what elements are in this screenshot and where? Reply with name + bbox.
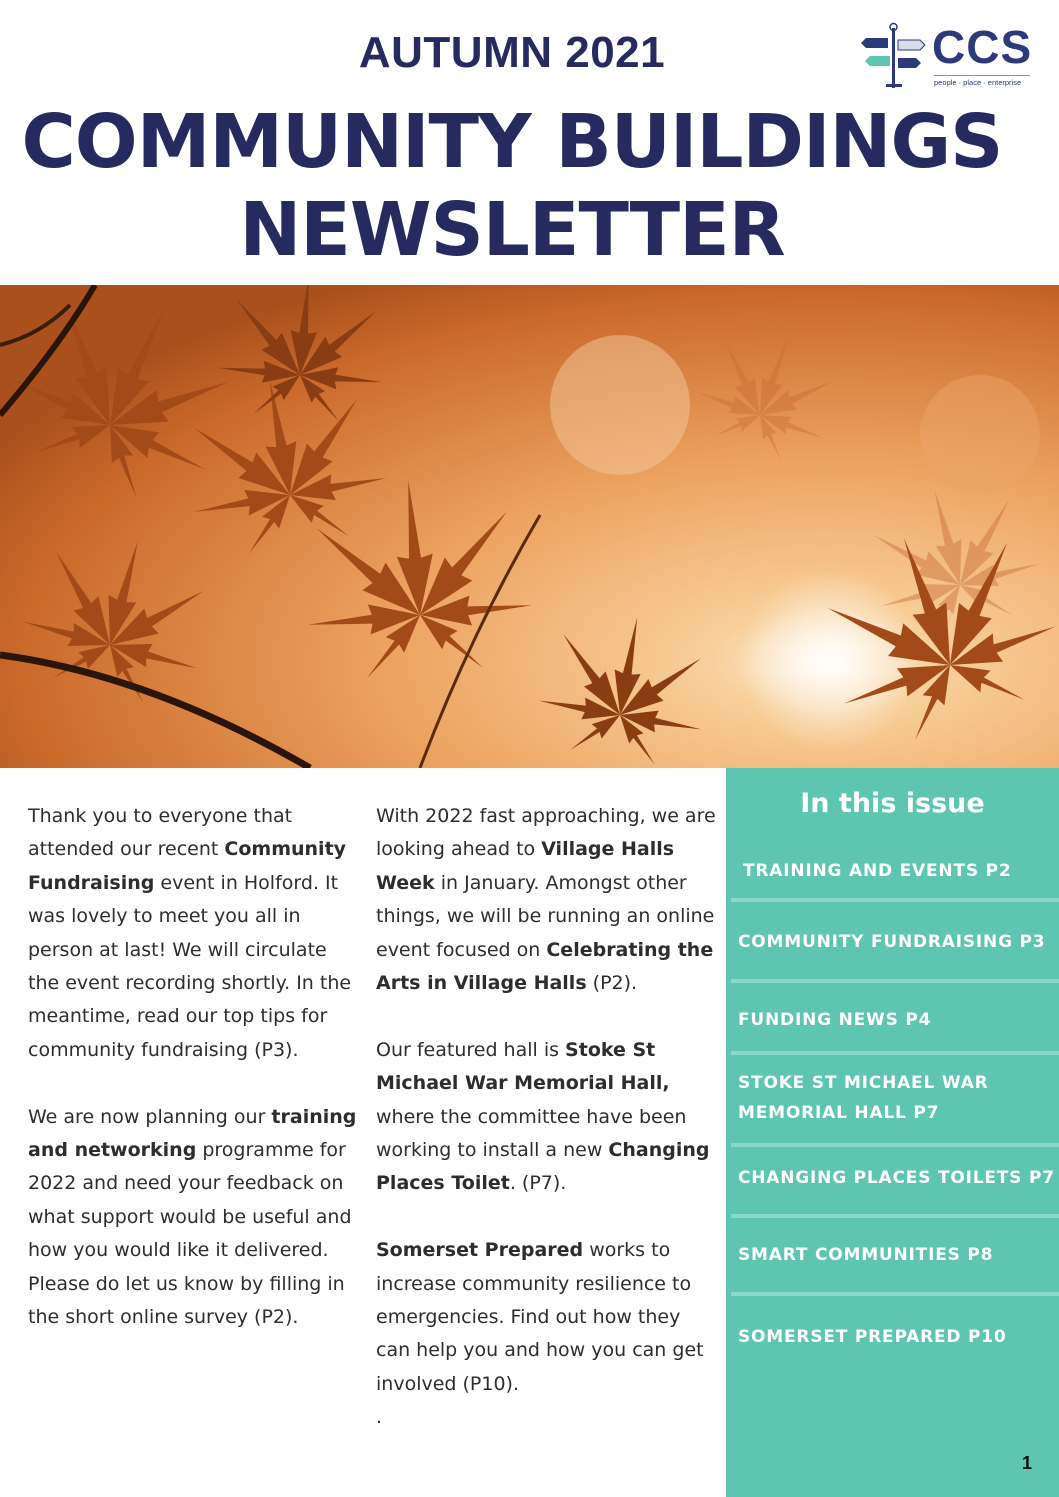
paragraph-fundraising	[28, 800, 358, 1067]
sidebar-item-stoke-hall-line2: MEMORIAL HALL P7	[738, 1103, 940, 1123]
sidebar-divider	[731, 898, 1059, 902]
intro-column-1	[28, 800, 358, 1368]
bold-text: training and networking	[28, 1105, 357, 1162]
sidebar-item-funding-news[interactable]: FUNDING NEWS P4	[738, 1010, 932, 1030]
title-line-1: COMMUNITY BUILDINGS	[21, 99, 1003, 185]
sidebar-item-training[interactable]: TRAINING AND EVENTS P2	[743, 861, 1012, 881]
sidebar-divider	[731, 1292, 1059, 1296]
sidebar-item-changing-places[interactable]: CHANGING PLACES TOILETS P7	[738, 1168, 1055, 1188]
paragraph-somerset-prepared	[376, 1234, 716, 1401]
signpost-icon	[858, 22, 930, 92]
sidebar-item-fundraising[interactable]: COMMUNITY FUNDRAISING P3	[738, 932, 1046, 952]
bold-text: Changing Places Toilet	[376, 1139, 710, 1195]
bold-text: Celebrating the Arts in Village Halls	[376, 938, 714, 995]
hero-image	[0, 285, 1059, 768]
text: event in Holford. It was lovely to meet you all in person at last! We will circulate the event recording shortly. In the meantime, read our top tips for community fundraising (P3).	[28, 871, 352, 1061]
sidebar-divider	[731, 1214, 1059, 1218]
text: Thank you to everyone that attended our recent	[28, 805, 293, 861]
text: works to increase community resilience to emergencies. Find out how they can help you and how you can get involved (P10).	[376, 1239, 704, 1395]
bold-text: Somerset Prepared	[376, 1239, 584, 1262]
text: (P2).	[586, 972, 638, 995]
logo-text: CCS	[932, 21, 1033, 73]
intro-column-2	[376, 800, 716, 1435]
sidebar-divider	[731, 979, 1059, 983]
bold-text: Community Fundraising	[28, 838, 347, 894]
text: where the committee have been working to install a new	[376, 1105, 687, 1162]
sidebar-divider	[731, 1051, 1059, 1055]
logo-divider	[934, 75, 1030, 76]
text: in January. Amongst other things, we will be running an online event focused on	[376, 871, 715, 961]
text: programme for 2022 and need your feedback on what support would be useful and how you would like it delivered. Please do let us know by filling in the short online survey (P2).	[28, 1139, 352, 1329]
text: With 2022 fast approaching, we are looking ahead to	[376, 805, 716, 861]
paragraph-training	[28, 1101, 358, 1335]
text: We are now planning our	[28, 1105, 272, 1128]
bold-text: Stoke St Michael War Memorial Hall,	[376, 1038, 670, 1095]
newsletter-title	[0, 98, 1024, 274]
page-number: 1	[1022, 1453, 1033, 1473]
trailing-dot: .	[376, 1406, 383, 1429]
ccs-logo	[858, 22, 1038, 92]
paragraph-village-halls-week	[376, 800, 716, 1000]
sidebar-item-stoke-hall-line1: STOKE ST MICHAEL WAR	[738, 1073, 989, 1093]
sidebar-item-somerset-prepared[interactable]: SOMERSET PREPARED P10	[738, 1327, 1007, 1347]
title-line-2: NEWSLETTER	[239, 187, 785, 273]
autumn-leaves-photo	[0, 285, 1059, 768]
sidebar-title: In this issue	[800, 788, 985, 819]
sidebar-item-stoke-hall[interactable]	[738, 1068, 1059, 1128]
bold-text: Village Halls Week	[376, 838, 675, 894]
paragraph-featured-hall	[376, 1034, 716, 1201]
in-this-issue-sidebar	[726, 768, 1059, 1497]
logo-tagline: people · place · enterprise	[934, 78, 1022, 87]
season-heading: AUTUMN 2021	[358, 28, 666, 77]
sidebar-divider	[731, 1143, 1059, 1147]
sidebar-item-smart-communities[interactable]: SMART COMMUNITIES P8	[738, 1245, 994, 1265]
text: . (P7).	[509, 1172, 567, 1195]
text: Our featured hall is	[376, 1038, 566, 1061]
